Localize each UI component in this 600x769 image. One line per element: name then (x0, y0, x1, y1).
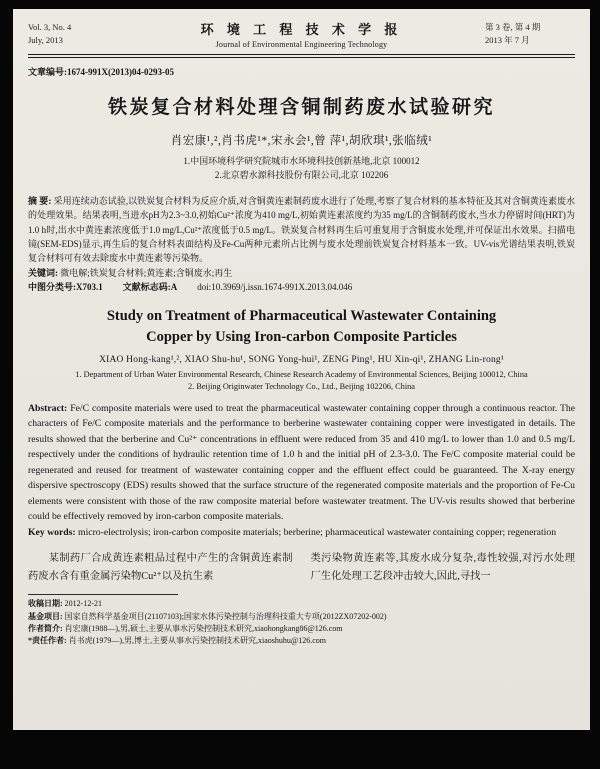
body-column-right: 类污染物黄连素等,其废水成分复杂,毒性较强,对污水处理厂生化处理工艺段冲击较大,因此,寻找一 (310, 553, 575, 582)
journal-name-block (146, 19, 457, 49)
keywords-cn (28, 266, 575, 280)
volume-number: Vol. 3, No. 4 (28, 21, 72, 32)
keywords-label-en: Key words: (28, 526, 76, 538)
authors-cn: 肖宏康¹,²,肖书虎¹*,宋永会¹,曾 萍¹,胡欣琪¹,张临绒¹ (170, 135, 433, 147)
author-bio-text: 肖宏康(1988—),男,硕士,主要从事水污染控制技术研究,xiaohongkang86@126.com (64, 623, 343, 633)
footnote-funding (28, 611, 575, 623)
header-issue-block (457, 21, 575, 47)
title-en-line2: Copper by Using Iron-carbon Composite Particles (146, 328, 457, 345)
issue-month-en: July, 2013 (28, 35, 63, 45)
title-en-line1: Study on Treatment of Pharmaceutical Wastewater Containing (106, 307, 497, 324)
affiliation-cn-1: 1.中国环境科学研究院城市水环境科技创新基地,北京 100012 (183, 156, 420, 166)
body-column-left: 某制药厂合成黄连素粗品过程中产生的含铜黄连素制药废水含有重金属污染物Cu²⁺以及抗生素 (28, 553, 293, 582)
affiliations-en (28, 369, 575, 394)
affiliations-cn (28, 155, 575, 183)
affiliation-en-2: 2. Beijing Originwater Technology Co., Ltd., Beijing 102206, China (188, 382, 415, 392)
journal-name-cn: 环 境 工 程 技 术 学 报 (200, 22, 403, 37)
funding-text: 国家自然科学基金项目(21107103);国家水体污染控制与治理科技重大专项(2012ZX07202-002) (64, 611, 387, 621)
author-bio-label: 作者简介: (28, 623, 63, 633)
footnote-corresponding-author (28, 635, 575, 647)
footnotes (28, 598, 575, 648)
abstract-label-cn: 摘 要: (28, 195, 52, 206)
paper-page (13, 9, 590, 730)
classification-line (28, 280, 575, 294)
journal-name-en: Journal of Environmental Engineering Technology (215, 40, 388, 49)
issue-date-cn: 2013 年 7 月 (485, 35, 530, 45)
body-text (28, 550, 575, 585)
authors-en: XIAO Hong-kang¹,², XIAO Shu-hu¹, SONG Yong-hui¹, ZENG Ping¹, HU Xin-qi¹, ZHANG Lin-rong¹ (99, 354, 504, 365)
corresponding-text: 肖书虎(1979—),男,博士,主要从事水污染控制技术研究,xiaoshuhu@126.com (68, 636, 327, 646)
title-cn: 铁炭复合材料处理含铜制药废水试验研究 (107, 97, 495, 118)
abstract-text-cn: 采用连续动态试验,以铁炭复合材料为反应介质,对含铜黄连素制药废水进行了处理,考察了复合材料的基本特征及其对含铜黄连素废水的处理效果。结果表明,当进水pH为2.3~3.0,初始Cu²⁺浓度为410 mg/L,初始黄连素浓度约为35 mg/L的含铜制药废水,当水力停留时间(HRT)为1.0 h时,出水中黄连素浓度低于1.0 mg/L,Cu²⁺浓度低于0.5 mg/L。铁炭复合材料再生后可重复用于含铜废水处理,并可保证出水效果。扫描电镜(SEM-EDS)显示,再生后的复合材料表面结构及Fe-Cu两种元素所占比例与废水处理前铁炭复合材料基本一致。UV-vis光谱结果表明,铁炭复合材料可有效去除废水中黄连素等污染物。 (28, 195, 576, 264)
abstract-en (28, 401, 575, 525)
received-label: 收稿日期: (28, 599, 63, 609)
doi: doi:10.3969/j.issn.1674-991X.2013.04.046 (197, 282, 353, 293)
header-rule (28, 54, 575, 58)
affiliation-cn-2: 2.北京碧水源科技股份有限公司,北京 102206 (214, 169, 389, 180)
abstract-text-en: Fe/C composite materials were used to treat the pharmaceutical wastewater containing copper through a continuous reactor. The characters of Fe/C composite materials and the performance to berberine wastewater containing copper were investigated in details. The results showed that the berberine and Cu²⁺ concentrations in effluent were reduced from 35 and 410 mg/L to lower than 1.0 and 0.5 mg/L respectively under the conditions of hydraulic retention time of 1.0 h and the initial pH of 2.3-3.0. The Fe/C composite material could be regenerated and reused for treatment of wastewater containing copper and the effluent effect could be guaranteed. The X-ray energy dispersive spectroscopy (EDS) results showed that the surface structure of the regenerated composite materials and the proportion of Fe-Cu elements were consistent with those of the raw composite material before wastewater treatment. The UV-vis results showed that berberine could be effectively removed by iron-carbon composite materials. (28, 402, 576, 523)
keywords-text-en: micro-electrolysis; iron-carbon composite materials; berberine; pharmaceutical wastewater containing copper; regeneration (78, 526, 557, 538)
funding-label: 基金项目: (28, 611, 63, 621)
journal-header (28, 19, 575, 49)
keywords-label-cn: 关键词: (28, 267, 58, 278)
article-number: 文章编号:1674-991X(2013)04-0293-05 (28, 67, 174, 77)
abstract-label-en: Abstract: (28, 402, 68, 414)
footnote-author-bio (28, 623, 575, 635)
clc-number: 中图分类号:X703.1 (28, 282, 103, 293)
keywords-en (28, 525, 575, 541)
title-en (28, 306, 575, 348)
affiliation-en-1: 1. Department of Urban Water Environmental Research, Chinese Research Academy of Environmental Sciences, Beijing 100012, China (75, 369, 528, 379)
footnote-received (28, 598, 575, 610)
received-date: 2012-12-21 (64, 599, 102, 609)
corresponding-label: *责任作者: (28, 636, 67, 646)
footnote-rule (28, 594, 178, 595)
abstract-cn (28, 194, 575, 266)
volume-issue-cn: 第 3 卷, 第 4 期 (485, 21, 541, 32)
header-volume-block (28, 21, 146, 47)
document-code: 文献标志码:A (122, 282, 178, 293)
keywords-text-cn: 微电解;铁炭复合材料;黄连素;含铜废水;再生 (60, 267, 233, 278)
